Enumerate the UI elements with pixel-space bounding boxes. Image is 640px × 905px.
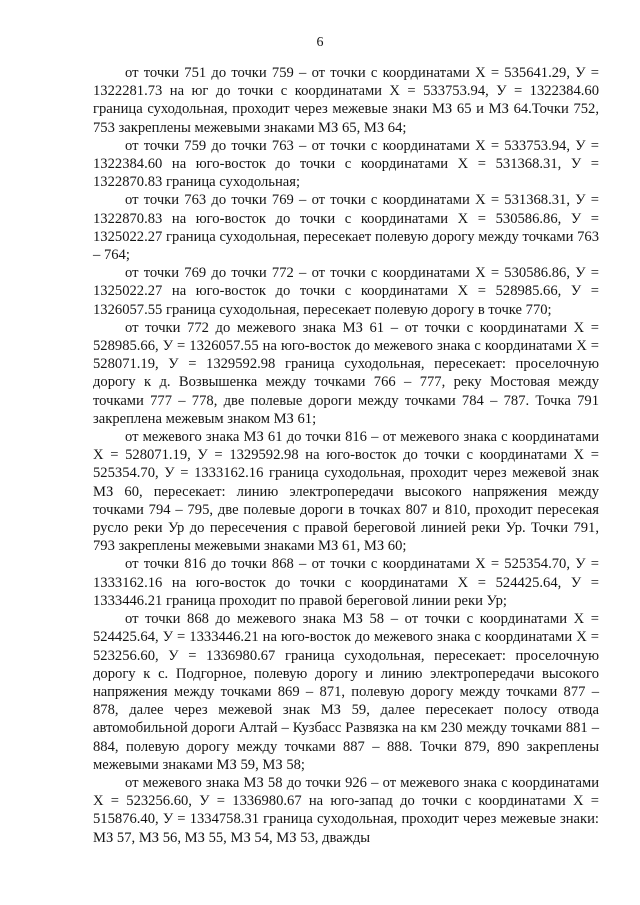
paragraph-763-769: от точки 763 до точки 769 – от точки с координатами Х = 531368.31, У = 1322870.83 на юго-восток до точки с координатами Х = 530586.86, У = 1325022.27 граница суходольная, пересекает полевую дорогу между точками 763 – 764; [93, 192, 599, 264]
paragraph-868-mz58: от точки 868 до межевого знака МЗ 58 – от точки с координатами Х = 524425.64, У = 1333446.21 на юго-восток до межевого знака с координатами Х = 523256.60, У = 1336980.67 граница суходольная, пересекает: проселочную дорогу к с. Подгорное, полевую дорогу и линию электропередачи высокого напряжения между точками 869 – 871, полевую дорогу между точками 877 – 878, далее через межевой знак МЗ 59, далее пересекает полосу отвода автомобильной дороги Алтай – Кузбасс Развязка на км 230 между точками 881 – 884, полевую дорогу между точками 887 – 888. Точки 879, 890 закреплены межевыми знаками МЗ 59, МЗ 58; [93, 611, 599, 773]
paragraph-816-868: от точки 816 до точки 868 – от точки с координатами Х = 525354.70, У = 1333162.16 на юго-восток до точки с координатами Х = 524425.64, У = 1333446.21 граница проходит по правой береговой линии реки Ур; [93, 556, 599, 609]
paragraph-751-759: от точки 751 до точки 759 – от точки с координатами Х = 535641.29, У = 1322281.73 на юг до точки с координатами Х = 533753.94, У = 1322384.60 граница суходольная, проходит через межевые знаки МЗ 65 и МЗ 64.Точки 752, 753 закреплены межевыми знаками МЗ 65, МЗ 64; [93, 65, 599, 136]
paragraph-mz61-816: от межевого знака МЗ 61 до точки 816 – от межевого знака с координатами Х = 528071.19, У = 1329592.98 на юго-восток до точки с координатами Х = 525354.70, У = 1333162.16 граница суходольная, проходит через межевой знак МЗ 60, пересекает: линию электропередачи высокого напряжения между точками 794 – 795, две полевые дороги в точках 807 и 810, проходит пересекая русло реки Ур до пересечения с правой береговой линией реки Ур. Точки 791, 793 закреплены межевыми знаками МЗ 61, МЗ 60; [93, 429, 599, 555]
paragraph-769-772: от точки 769 до точки 772 – от точки с координатами Х = 530586.86, У = 1325022.27 на юго-восток до точки с координатами Х = 528985.66, У = 1326057.55 граница суходольная, пересекает полевую дорогу в точке 770; [93, 265, 599, 318]
page-number: 6 [316, 35, 324, 50]
paragraph-mz58-926: от межевого знака МЗ 58 до точки 926 – от межевого знака с координатами Х = 523256.60, У = 1336980.67 на юго-запад до точки с координатами Х = 515876.40, У = 1334758.31 граница суходольная, проходит через межевые знаки: МЗ 57, МЗ 56, МЗ 55, МЗ 54, МЗ 53, дважды [93, 774, 599, 846]
document-body [93, 64, 599, 847]
paragraph-772-mz61: от точки 772 до межевого знака МЗ 61 – от точки с координатами Х = 528985.66, У = 1326057.55 на юго-восток до межевого знака с координатами Х = 528071.19, У = 1329592.98 граница суходольная, пересекает: проселочную дорогу к д. Возвышенка между точками 766 – 777, реку Мостовая между точками 777 – 778, две полевые дороги между точками 784 – 787. Точка 791 закреплена межевым знаком МЗ 61; [93, 319, 599, 427]
paragraph-759-763: от точки 759 до точки 763 – от точки с координатами Х = 533753.94, У = 1322384.60 на юго-восток до точки с координатами Х = 531368.31, У = 1322870.83 граница суходольная; [93, 137, 599, 191]
